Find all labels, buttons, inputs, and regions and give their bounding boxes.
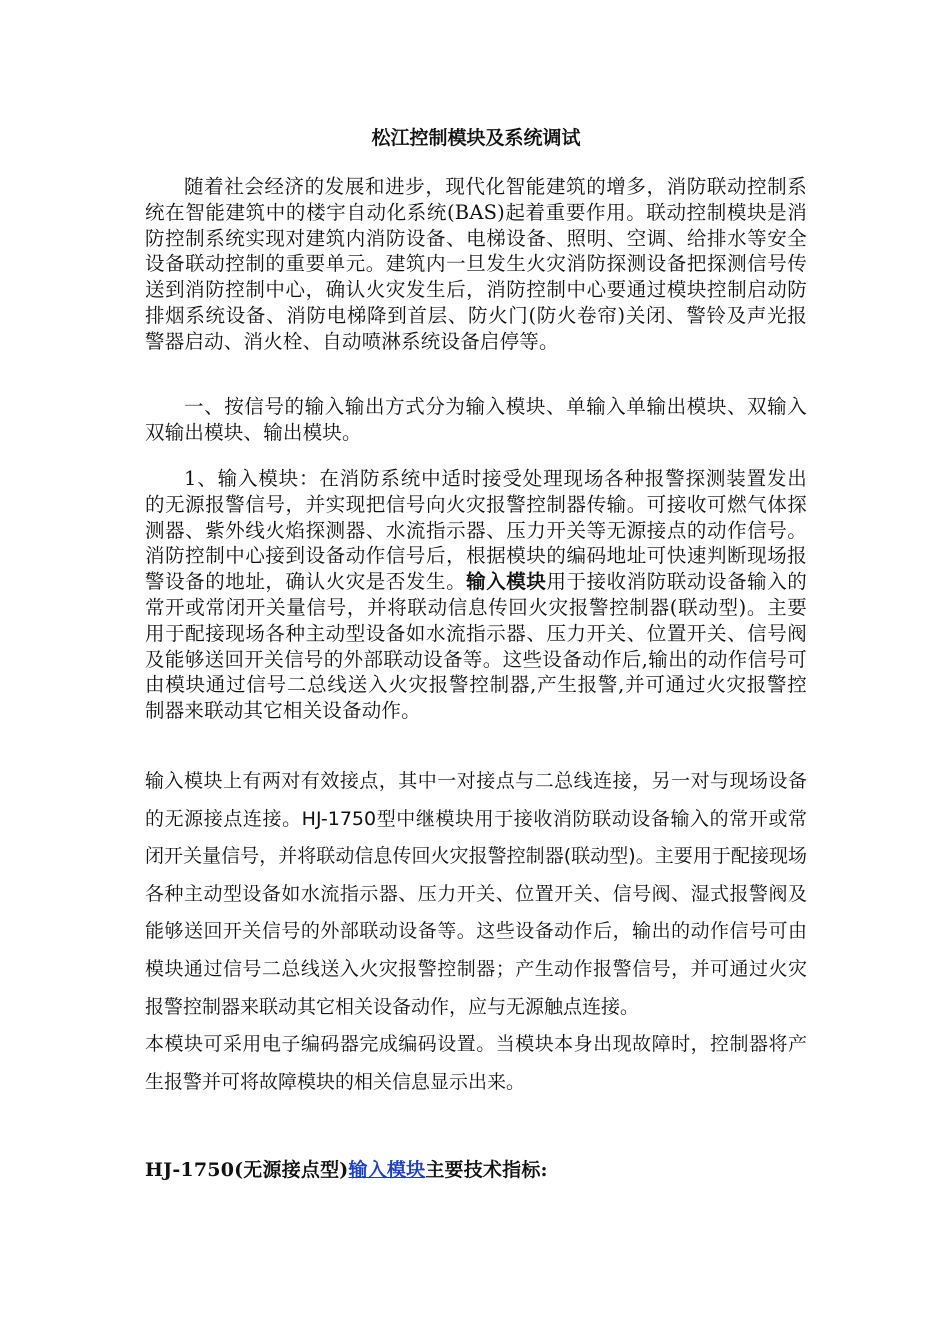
section-one-paragraph: 一、按信号的输入输出方式分为输入模块、单输入单输出模块、双输入双输出模块、输出模块。 <box>145 395 807 444</box>
input-module-bold-term: 输入模块 <box>466 570 547 594</box>
encoding-text: 本模块可采用电子编码器完成编码设置。当模块本身出现故障时，控制器将产生报警并可将故障模块的相关信息显示出来。 <box>145 1033 807 1093</box>
contacts-paragraph <box>145 763 807 1101</box>
spec-suffix: 主要技术指标: <box>425 1159 548 1181</box>
spec-prefix: HJ-1750(无源接点型) <box>145 1159 349 1181</box>
input-module-text-b: 用于接收消防联动设备输入的常开或常闭开关量信号，并将联动信息传回火灾报警控制器(联动型)。主要用于配接现场各种主动型设备如水流指示器、压力开关、位置开关、信号阀及能够送回开关信号的外部联动设备等。这些设备动作后,输出的动作信号可由模块通过信号二总线送入火灾报警控制器,产生报警,并可通过火灾报警控制器来联动其它相关设备动作。 <box>145 570 807 723</box>
intro-paragraph: 随着社会经济的发展和进步，现代化智能建筑的增多，消防联动控制系统在智能建筑中的楼宇自动化系统(BAS)起着重要作用。联动控制模块是消防控制系统实现对建筑内消防设备、电梯设备、照明、空调、给排水等安全设备联动控制的重要单元。建筑内一旦发生火灾消防探测设备把探测信号传送到消防控制中心，确认火灾发生后，消防控制中心要通过模块控制启动防排烟系统设备、消防电梯降到首层、防火门(防火卷帘)关闭、警铃及声光报警器启动、消火栓、自动喷淋系统设备启停等。 <box>145 175 807 353</box>
input-module-link[interactable]: 输入模块 <box>348 1159 426 1181</box>
input-module-paragraph <box>145 466 807 724</box>
spec-heading <box>145 1158 807 1182</box>
input-module-text-a: 1、输入模块：在消防系统中适时接受处理现场各种报警探测装置发出的无源报警信号，并实现把信号向火灾报警控制器传输。可接收可燃气体探测器、紫外线火焰探测器、水流指示器、压力开关等无源接点的动作信号。消防控制中心接到设备动作信号后，根据模块的编码地址可快速判断现场报警设备的地址，确认火灾是否发生。 <box>145 467 807 594</box>
contacts-text: 输入模块上有两对有效接点，其中一对接点与二总线连接，另一对与现场设备的无源接点连接。HJ-1750型中继模块用于接收消防联动设备输入的常开或常闭开关量信号，并将联动信息传回火灾报警控制器(联动型)。主要用于配接现场各种主动型设备如水流指示器、压力开关、位置开关、信号阀、湿式报警阀及能够送回开关信号的外部联动设备等。这些设备动作后，输出的动作信号可由模块通过信号二总线送入火灾报警控制器；产生动作报警信号，并可通过火灾报警控制器来联动其它相关设备动作，应与无源触点连接。 <box>145 770 807 1018</box>
document-title: 松江控制模块及系统调试 <box>371 127 581 149</box>
